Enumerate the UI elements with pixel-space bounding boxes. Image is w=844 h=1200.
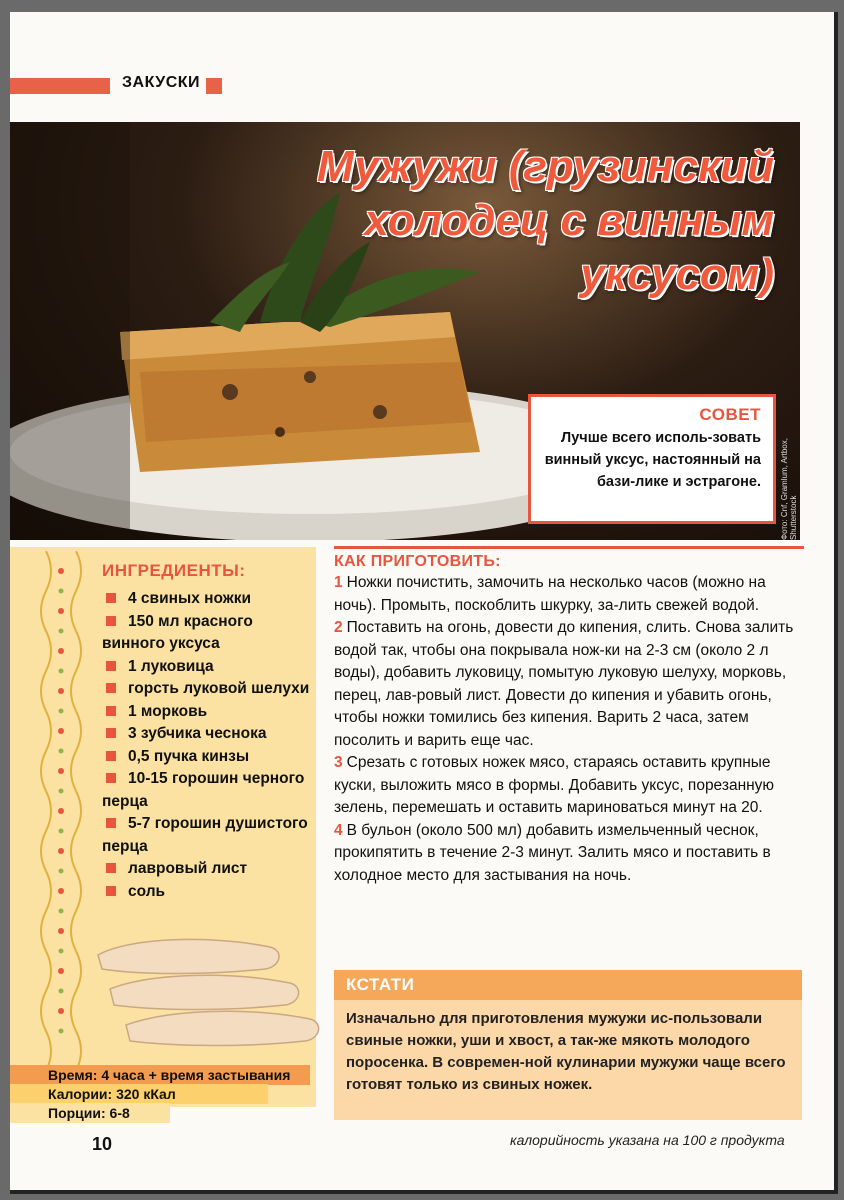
pig-trotters-illustration: [90, 927, 330, 1077]
kstati-title: КСТАТИ: [334, 970, 802, 1000]
bullet-square: [106, 706, 116, 716]
bullet-square: [106, 818, 116, 828]
bullet-square: [106, 593, 116, 603]
step-text: Ножки почистить, замочить на несколько часов (можно на ночь). Промыть, поскоблить шкурку, за-лить свежей водой.: [334, 574, 766, 614]
ingredient-item: 1 морковь: [102, 701, 310, 724]
section-label: ЗАКУСКИ: [122, 74, 201, 91]
bullet-square: [106, 863, 116, 873]
kstati-text: Изначально для приготовления мужужи ис-пользовали свиные ножки, уши и хвост, а так-же мякоть молодого поросенка. В современ-ной кулинарии мужужи чаще всего готовят только из свиных ножек.: [346, 1010, 786, 1093]
magazine-page: [10, 12, 838, 1194]
step: [334, 752, 804, 820]
step: [334, 617, 804, 752]
ingredient-item: 0,5 пучка кинзы: [102, 746, 310, 769]
ingredient-item: 10-15 горошин черного перца: [102, 770, 305, 810]
section-square: [206, 78, 222, 94]
tip-title: СОВЕТ: [699, 405, 761, 424]
ingredient-item: соль: [102, 881, 310, 904]
ingredient-item: 1 луковица: [102, 656, 310, 679]
ingredient-item: лавровый лист: [102, 858, 310, 881]
instructions: [334, 546, 804, 887]
step-number: 4: [334, 821, 343, 839]
photo-credit: Фото: Cnf, Gramlum, Artbox, Shutterstock: [780, 438, 798, 540]
step: [334, 820, 804, 888]
ingredients-title: ИНГРЕДИЕНТЫ:: [102, 561, 246, 580]
instructions-rule: [334, 546, 804, 549]
bullet-square: [106, 751, 116, 761]
bullet-square: [106, 886, 116, 896]
meta-portions: Порции: 6-8: [10, 1103, 170, 1123]
footnote: калорийность указана на 100 г продукта: [510, 1132, 785, 1148]
bullet-square: [106, 728, 116, 738]
bullet-square: [106, 683, 116, 693]
bullet-square: [106, 773, 116, 783]
ingredients-panel: [10, 547, 316, 1107]
kstati-box: [334, 970, 802, 1120]
page-number: 10: [92, 1134, 113, 1154]
step-number: 3: [334, 754, 343, 771]
ingredients-list: [102, 588, 310, 903]
step: [334, 572, 804, 617]
ingredient-item: 4 свиных ножки: [102, 588, 310, 611]
step-text: В бульон (около 500 мл) добавить измельченный чеснок, прокипятить в течение 2-3 минут. Залить мясо и поставить в холодное место для застывания на ночь.: [334, 821, 771, 884]
bullet-square: [106, 616, 116, 626]
ingredient-item: 3 зубчика чеснока: [102, 723, 310, 746]
ingredient-item: горсть луковой шелухи: [102, 678, 310, 701]
bullet-square: [106, 661, 116, 671]
tip-text: Лучше всего исполь-зовать винный уксус, настоянный на бази-лике и эстрагоне.: [544, 430, 761, 490]
step-text: Поставить на огонь, довести до кипения, слить. Снова залить водой так, чтобы она покрывала нож-ки на 2-3 см (около 2 л воды), добавить луковицу, помытую луковую шелуху, морковь, перец, лав-ровый лист. Довести до кипения и убавить огонь, чтобы ножки томились без кипения. Варить 2 часа, затем посолить и варить еще час.: [334, 619, 794, 749]
instructions-title: КАК ПРИГОТОВИТЬ:: [334, 553, 501, 570]
meta-calories: Калории: 320 кКал: [10, 1084, 268, 1104]
section-bar: [10, 78, 110, 94]
ingredient-item: 5-7 горошин душистого перца: [102, 815, 308, 855]
recipe-title: Мужужи (грузинский холодец с винным уксусом): [317, 142, 774, 299]
meta-time: Время: 4 часа + время застывания: [10, 1065, 310, 1085]
step-number: 1: [334, 574, 343, 591]
ingredient-item: 150 мл красного винного уксуса: [102, 612, 253, 652]
tip-box: [528, 394, 776, 524]
step-text: Срезать с готовых ножек мясо, стараясь оставить крупные куски, выложить мясо в формы. Добавить уксус, порезанную зелень, перемешать и оставить мариноваться минут на 20.: [334, 754, 775, 816]
step-number: 2: [334, 619, 343, 636]
